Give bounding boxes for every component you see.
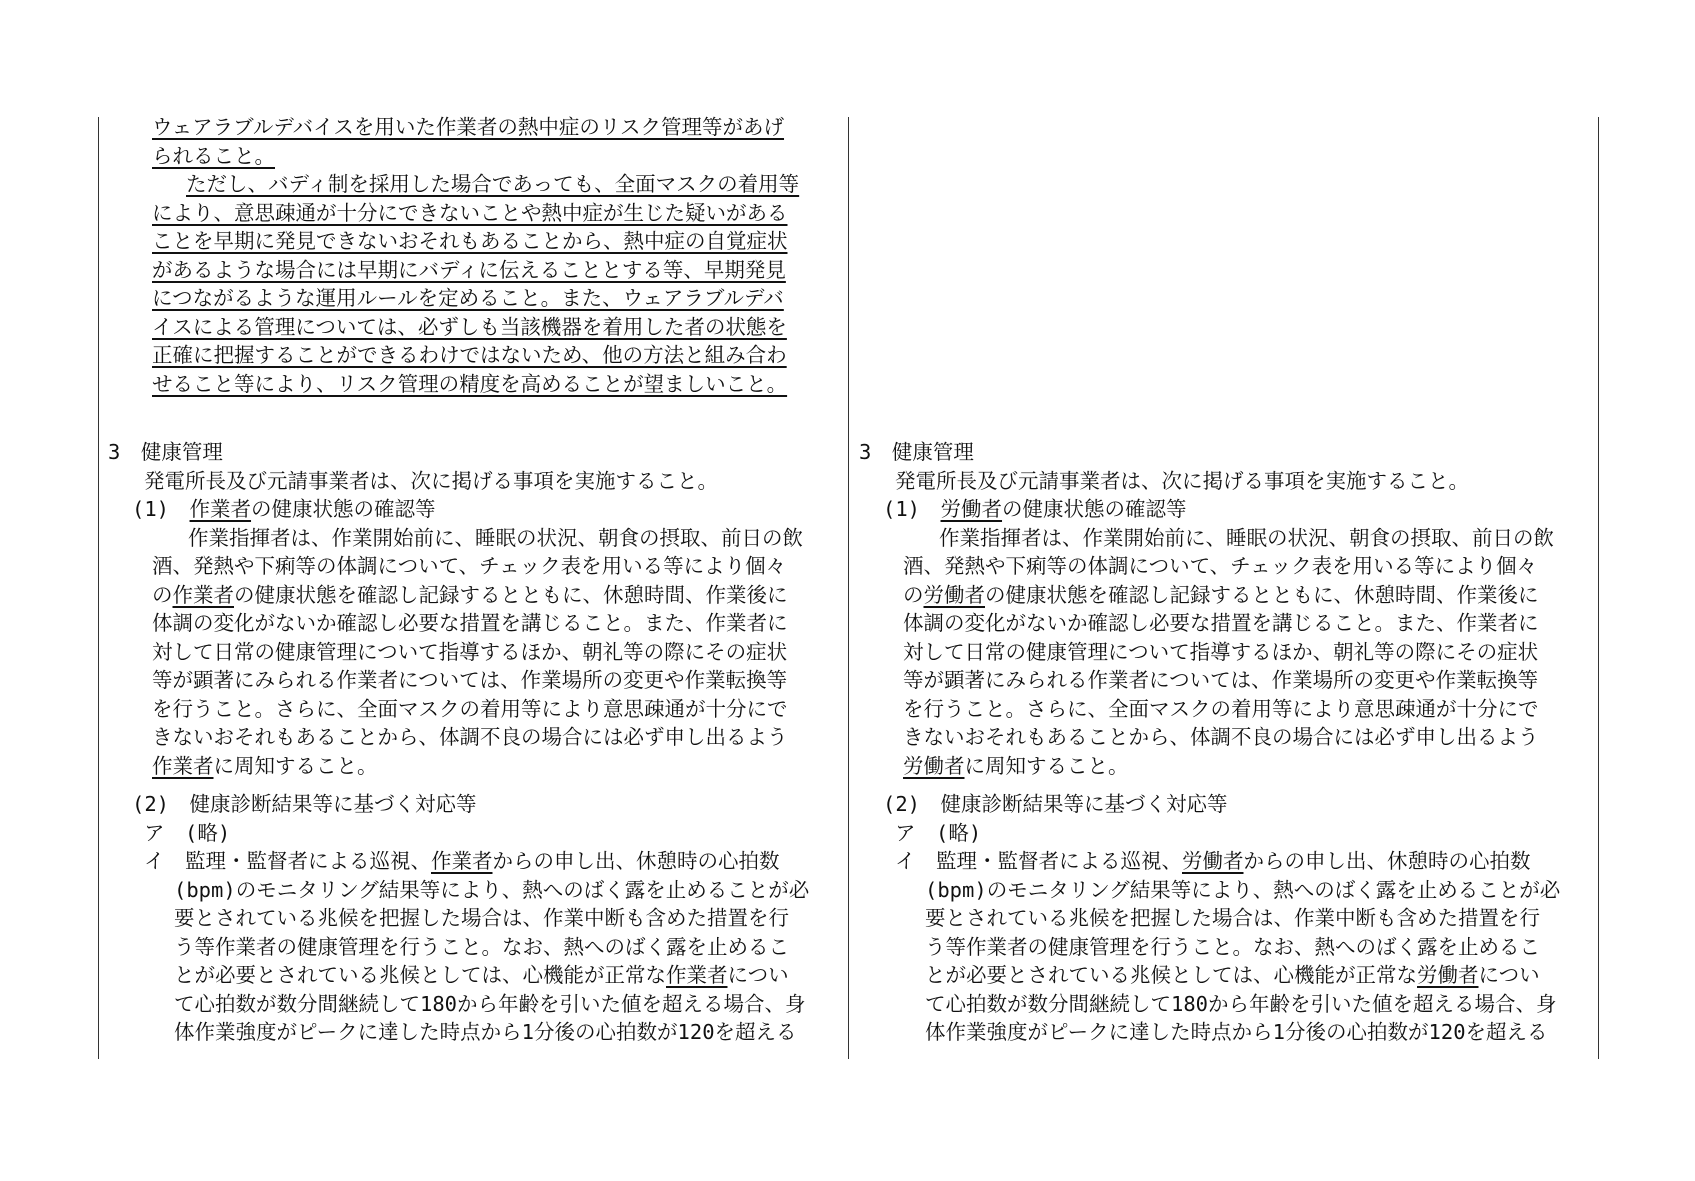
subsection-heading: (2) 健康診断結果等に基づく対応等 (883, 792, 1228, 816)
revised-line: せること等により、リスク管理の精度を高めることが望ましいこと。 (152, 371, 788, 396)
revised-line: ウェアラブルデバイスを用いた作業者の熱中症のリスク管理等があげ (152, 115, 785, 139)
paragraph-line: を行うこと。さらに、全面マスクの着用等により意思疎通が十分にで (152, 696, 788, 721)
paragraph-line: を行うこと。さらに、全面マスクの着用等により意思疎通が十分にで (903, 696, 1539, 721)
item-i-line: イ 監理・監督者による巡視、作業者からの申し出、休憩時の心拍数 (144, 849, 780, 873)
revised-line: られること。 (152, 143, 275, 168)
paragraph-line: 等が顕著にみられる作業者については、作業場所の変更や作業転換等 (903, 668, 1539, 692)
current-column (859, 113, 1561, 1047)
item-i-line: (bpm)のモニタリング結果等により、熱へのばく露を止めることが必 (174, 877, 810, 902)
paragraph-line: 酒、発熱や下痢等の体調について、チェック表を用いる等により個々 (152, 554, 787, 578)
paragraph-line: 対して日常の健康管理について指導するほか、朝礼等の際にその症状 (152, 639, 788, 664)
item-i-line: 要とされている兆候を把握した場合は、作業中断も含めた措置を行 (925, 906, 1540, 930)
section-heading: 3 健康管理 (859, 440, 974, 464)
paragraph-line: きないおそれもあることから、体調不良の場合には必ず申し出るよう (903, 725, 1539, 749)
revised-line: ことを早期に発見できないおそれもあることから、熱中症の自覚症状 (152, 229, 788, 253)
revised-line: につながるような運用ルールを定めること。また、ウェアラブルデバ (152, 286, 784, 310)
left-border-line (98, 117, 99, 1059)
paragraph-line: 等が顕著にみられる作業者については、作業場所の変更や作業転換等 (152, 668, 788, 692)
item-i-line: 体作業強度がピークに達した時点から1分後の心拍数が120を超える (925, 1020, 1548, 1044)
revised-line: があるような場合には早期にバディに伝えることとする等、早期発見 (152, 257, 786, 282)
paragraph-line: 体調の変化がないか確認し必要な措置を講じること。また、作業者に (152, 611, 788, 635)
revised-line: ただし、バディ制を採用した場合であっても、全面マスクの着用等 (186, 172, 800, 196)
paragraph-line: 体調の変化がないか確認し必要な措置を講じること。また、作業者に (903, 611, 1539, 635)
revised-line: により、意思疎通が十分にできないことや熱中症が生じた疑いがある (152, 200, 788, 225)
revised-line: イスによる管理については、必ずしも当該機器を着用した者の状態を (152, 314, 787, 339)
paragraph-line: 酒、発熱や下痢等の体調について、チェック表を用いる等により個々 (903, 554, 1538, 578)
paragraph-line: 対して日常の健康管理について指導するほか、朝礼等の際にその症状 (903, 639, 1539, 664)
paragraph-line: の作業者の健康状態を確認し記録するとともに、休憩時間、作業後に (152, 582, 788, 607)
item-i-line: う等作業者の健康管理を行うこと。なお、熱へのばく露を止めるこ (925, 934, 1540, 959)
paragraph-line: 作業指揮者は、作業開始前に、睡眠の状況、朝食の摂取、前日の飲 (188, 525, 803, 550)
paragraph-line: 作業者に周知すること。 (152, 753, 378, 778)
item-a: ア (略) (895, 820, 982, 845)
item-i-line: 要とされている兆候を把握した場合は、作業中断も含めた措置を行 (174, 906, 789, 930)
item-i-line: イ 監理・監督者による巡視、労働者からの申し出、休憩時の心拍数 (895, 849, 1531, 873)
item-a: ア (略) (144, 820, 231, 845)
subsection-heading: (1) 労働者の健康状態の確認等 (883, 497, 1187, 521)
paragraph-line: の労働者の健康状態を確認し記録するとともに、休憩時間、作業後に (903, 582, 1539, 607)
section-heading: 3 健康管理 (108, 440, 223, 464)
paragraph-line: きないおそれもあることから、体調不良の場合には必ず申し出るよう (152, 725, 788, 749)
paragraph-line: 労働者に周知すること。 (903, 753, 1129, 778)
paragraph-line: 作業指揮者は、作業開始前に、睡眠の状況、朝食の摂取、前日の飲 (939, 525, 1554, 550)
item-i-line: 体作業強度がピークに達した時点から1分後の心拍数が120を超える (174, 1020, 797, 1044)
item-i-line: (bpm)のモニタリング結果等により、熱へのばく露を止めることが必 (925, 877, 1561, 902)
section-intro: 発電所長及び元請事業者は、次に掲げる事項を実施すること。 (144, 468, 718, 493)
item-i-line: とが必要とされている兆候としては、心機能が正常な労働者につい (925, 963, 1540, 987)
subsection-heading: (2) 健康診断結果等に基づく対応等 (132, 792, 477, 816)
item-i-line: う等作業者の健康管理を行うこと。なお、熱へのばく露を止めるこ (174, 934, 789, 959)
item-i-line: て心拍数が数分間継続して180から年齢を引いた値を超える場合、身 (174, 991, 806, 1016)
item-i-line: て心拍数が数分間継続して180から年齢を引いた値を超える場合、身 (925, 991, 1557, 1016)
revised-column (108, 113, 810, 1047)
item-i-line: とが必要とされている兆候としては、心機能が正常な作業者につい (174, 963, 789, 987)
section-intro: 発電所長及び元請事業者は、次に掲げる事項を実施すること。 (895, 468, 1469, 493)
center-divider-line (848, 117, 849, 1059)
subsection-heading: (1) 作業者の健康状態の確認等 (132, 497, 436, 521)
revised-line: 正確に把握することができるわけではないため、他の方法と組み合わ (152, 343, 787, 367)
right-border-line (1598, 117, 1599, 1059)
